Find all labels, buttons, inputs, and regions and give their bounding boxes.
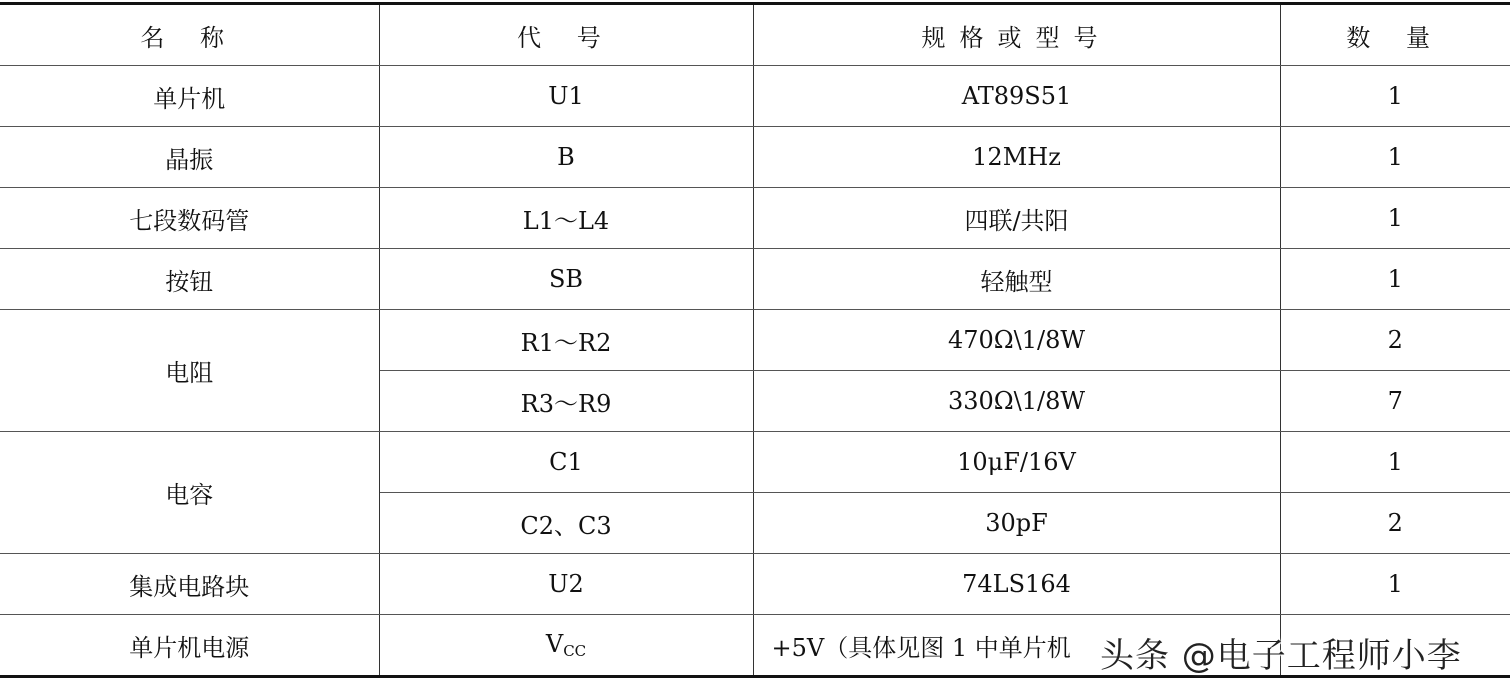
cell-name: 七段数码管: [0, 188, 379, 249]
cell-code: R3～R9: [379, 371, 753, 432]
cell-qty: 2: [1280, 310, 1510, 371]
cell-qty: 2: [1280, 493, 1510, 554]
table-row: [0, 188, 1510, 249]
cell-qty: 1: [1280, 188, 1510, 249]
cell-spec: 74LS164: [753, 554, 1280, 615]
cell-code: C1: [379, 432, 753, 493]
cell-name: 电容: [0, 432, 379, 554]
cell-qty: 1: [1280, 432, 1510, 493]
table-row: [0, 66, 1510, 127]
cell-spec: 10μF/16V: [753, 432, 1280, 493]
cell-name: 电阻: [0, 310, 379, 432]
vcc-main: V: [545, 630, 564, 658]
cell-code: U1: [379, 66, 753, 127]
header-code: 代 号: [379, 4, 753, 66]
cell-name: 按钮: [0, 249, 379, 310]
cell-qty: 1: [1280, 127, 1510, 188]
header-spec: 规格或型号: [753, 4, 1280, 66]
cell-code: SB: [379, 249, 753, 310]
watermark-text: 头条 @电子工程师小李: [1100, 636, 1462, 676]
table-row: [0, 554, 1510, 615]
cell-name: 单片机电源: [0, 615, 379, 677]
cell-spec: AT89S51: [753, 66, 1280, 127]
vcc-subscript: CC: [563, 642, 587, 660]
cell-spec: 330Ω\1/8W: [753, 371, 1280, 432]
cell-name: 晶振: [0, 127, 379, 188]
table-row: [0, 310, 1510, 371]
cell-qty: 1: [1280, 66, 1510, 127]
cell-spec: 四联/共阳: [753, 188, 1280, 249]
cell-name: 单片机: [0, 66, 379, 127]
cell-spec: 12MHz: [753, 127, 1280, 188]
cell-spec: 轻触型: [753, 249, 1280, 310]
cell-code: C2、C3: [379, 493, 753, 554]
cell-code: U2: [379, 554, 753, 615]
cell-spec: 470Ω\1/8W: [753, 310, 1280, 371]
cell-spec: 30pF: [753, 493, 1280, 554]
power-spec-text: +5V（具体见图 1 中单片机: [771, 633, 1071, 662]
cell-code: [379, 615, 753, 677]
table-row: [0, 127, 1510, 188]
parts-list-table: [0, 2, 1510, 678]
cell-code: L1～L4: [379, 188, 753, 249]
table-row: [0, 249, 1510, 310]
cell-name: 集成电路块: [0, 554, 379, 615]
header-qty: 数 量: [1280, 4, 1510, 66]
cell-qty: 7: [1280, 371, 1510, 432]
cell-qty: 1: [1280, 249, 1510, 310]
cell-code: B: [379, 127, 753, 188]
cell-code: R1～R2: [379, 310, 753, 371]
table-row: [0, 432, 1510, 493]
cell-qty: 1: [1280, 554, 1510, 615]
header-name: 名 称: [0, 4, 379, 66]
header-row: [0, 4, 1510, 66]
